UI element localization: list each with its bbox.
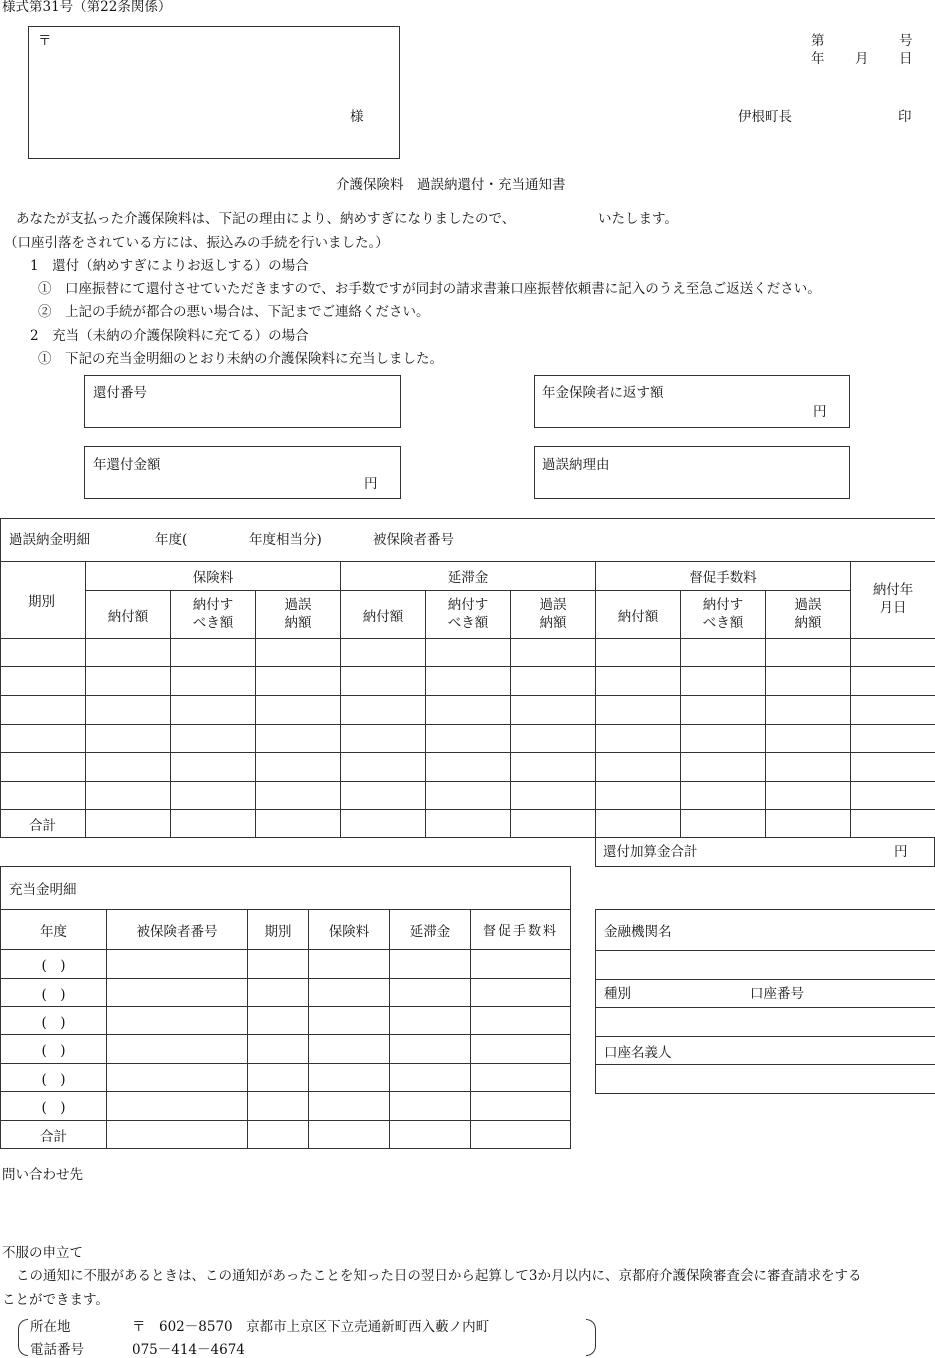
table-row: ( )	[1, 1035, 571, 1064]
item-2-1: ① 下記の充当金明細のとおり未納の介護保険料に充当しました。	[38, 351, 443, 367]
alloc-header-year: 年度	[1, 910, 107, 950]
sub-over: 過誤 納額	[511, 591, 596, 639]
paid-date-header: 納付年 月日	[851, 562, 935, 639]
alloc-header-premium: 保険料	[309, 910, 390, 950]
issue-day: 日	[899, 51, 913, 67]
sub-due: 納付す べき額	[681, 591, 766, 639]
issuer-name: 伊根町長	[738, 109, 792, 125]
refund-number-box	[84, 375, 401, 428]
item-1: 1 還付（納めすぎによりお返しする）の場合	[30, 258, 309, 274]
address-box	[28, 26, 400, 159]
reason-label: 過誤納理由	[542, 457, 610, 473]
group-premium: 保険料	[86, 562, 341, 591]
issue-go: 号	[899, 33, 913, 49]
alloc-header-late-fee: 延滞金	[390, 910, 471, 950]
pension-return-label: 年金保険者に返す額	[542, 385, 664, 401]
authority-tel-label: 電話番号	[30, 1342, 84, 1358]
sub-over: 過誤 納額	[766, 591, 851, 639]
objection-text-2: ことができます。	[2, 1292, 109, 1308]
table-row	[1, 667, 935, 696]
authority-location-value: 〒 602－8570 京都市上京区下立売通新町西入藪ノ内町	[132, 1319, 489, 1335]
allocation-total-label: 合計	[1, 1121, 107, 1149]
alloc-header-dunning: 督促手数料	[471, 910, 571, 950]
refund-addition-yen: 円	[894, 844, 908, 860]
table-row: ( )	[1, 1007, 571, 1035]
table-row	[1, 639, 935, 667]
form-number: 様式第31号（第22条関係）	[2, 0, 171, 15]
overpayment-detail-table	[0, 518, 935, 838]
bank-type-row	[596, 980, 935, 1008]
bank-name-label: 金融機関名	[596, 910, 935, 951]
detail-insured-no: 被保険者番号	[373, 532, 454, 548]
sub-paid: 納付額	[86, 591, 171, 639]
table-row	[1, 753, 935, 782]
alloc-header-period: 期別	[248, 910, 309, 950]
table-row: ( )	[1, 979, 571, 1007]
allocation-total-row	[1, 1121, 571, 1149]
detail-fiscal-year: 年度(	[155, 532, 187, 548]
detail-title: 過誤納金明細	[9, 532, 90, 548]
intro-line-2: （口座引落をされている方には、振込みの手続を行いました。）	[4, 235, 389, 251]
authority-tel-value: 075－414－4674	[132, 1342, 245, 1358]
detail-header-row	[1, 519, 935, 562]
detail-year-equiv: 年度相当分)	[249, 532, 322, 548]
table-row: ( )	[1, 1092, 571, 1121]
inquiry-label: 問い合わせ先	[2, 1167, 83, 1183]
group-late-fee: 延滞金	[341, 562, 596, 591]
objection-title: 不服の申立て	[2, 1245, 83, 1261]
detail-total-label: 合計	[1, 810, 86, 838]
sub-due: 納付す べき額	[426, 591, 511, 639]
table-row: ( )	[1, 1064, 571, 1092]
table-row	[1, 696, 935, 725]
issue-year: 年	[811, 51, 825, 67]
account-type-label: 種別	[604, 986, 631, 1002]
detail-total-row	[1, 810, 935, 838]
left-bracket-icon	[18, 1319, 28, 1356]
objection-text-1: この通知に不服があるときは、この通知があったことを知った日の翌日から起算して3か月以内に、京都府介護保険審査会に審査請求をする	[16, 1268, 861, 1284]
sub-paid: 納付額	[596, 591, 681, 639]
refund-number-label: 還付番号	[93, 385, 147, 401]
account-value	[596, 1008, 935, 1037]
pension-return-yen: 円	[813, 404, 827, 420]
item-2: 2 充当（未納の介護保険料に充てる）の場合	[30, 328, 309, 344]
seal-mark: 印	[898, 109, 912, 125]
account-holder-label: 口座名義人	[596, 1037, 935, 1065]
intro-line-1b: いたします。	[598, 211, 678, 227]
notice-title: 介護保険料 過誤納還付・充当通知書	[336, 177, 566, 193]
alloc-header-insured: 被保険者番号	[107, 910, 248, 950]
authority-location-label: 所在地	[30, 1319, 71, 1335]
intro-line-1a: あなたが支払った介護保険料は、下記の理由により、納めすぎになりましたので、	[16, 211, 515, 227]
bank-account-table	[595, 909, 935, 1094]
issue-dai: 第	[811, 33, 825, 49]
issue-month: 月	[855, 51, 869, 67]
annual-refund-label: 年還付金額	[93, 457, 161, 473]
honorific: 様	[350, 109, 364, 125]
pension-return-box	[534, 375, 850, 428]
allocation-title: 充当金明細	[1, 867, 571, 910]
period-header: 期別	[1, 562, 86, 639]
table-row	[1, 782, 935, 810]
annual-refund-yen: 円	[364, 476, 378, 492]
allocation-detail-table	[0, 866, 571, 1149]
refund-addition-label: 還付加算金合計	[603, 844, 698, 860]
postal-mark: 〒	[38, 33, 52, 49]
sub-over: 過誤 納額	[256, 591, 341, 639]
bank-name-value	[596, 951, 935, 980]
sub-paid: 納付額	[341, 591, 426, 639]
account-holder-value	[596, 1065, 935, 1094]
table-row: ( )	[1, 950, 571, 979]
item-1-2: ② 上記の手続が都合の悪い場合は、下記までご連絡ください。	[38, 304, 430, 320]
sub-due: 納付す べき額	[171, 591, 256, 639]
item-1-1: ① 口座振替にて還付させていただきますので、お手数ですが同封の請求書兼口座振替依頼書に記入のうえ至急ご返送ください。	[38, 281, 821, 297]
right-bracket-icon	[586, 1319, 596, 1356]
account-number-label: 口座番号	[750, 986, 804, 1002]
group-dunning-fee: 督促手数料	[596, 562, 851, 591]
table-row	[1, 725, 935, 753]
